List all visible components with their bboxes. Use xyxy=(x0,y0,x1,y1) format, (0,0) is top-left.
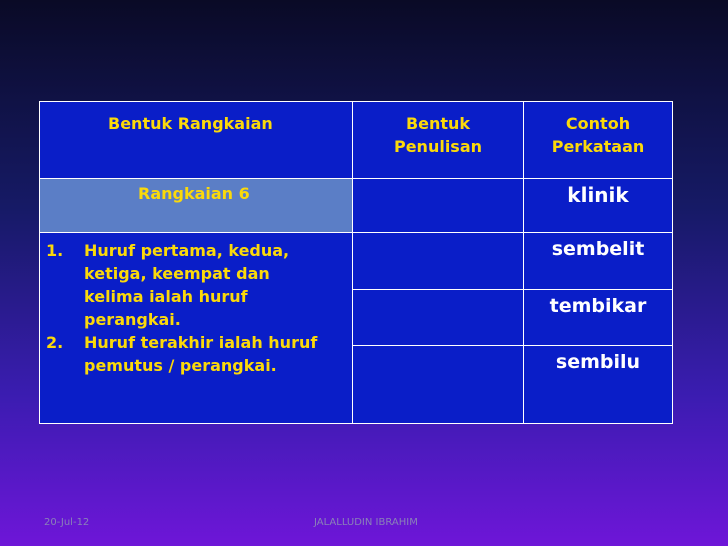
rule-number: 1. xyxy=(46,241,64,260)
header-contoh-perkataan-line2: Perkataan xyxy=(551,137,645,156)
table-subheader-row xyxy=(40,179,673,233)
header-bentuk-rangkaian xyxy=(40,102,353,179)
example-word: tembikar xyxy=(549,295,647,317)
header-contoh-perkataan-line1: Contoh xyxy=(565,114,631,133)
rule-item-2 xyxy=(46,331,352,377)
example-cell xyxy=(524,346,673,424)
rangkaian-penulisan-cell xyxy=(353,179,524,233)
rule-line: Huruf terakhir ialah huruf xyxy=(84,333,318,352)
penulisan-cell xyxy=(353,233,524,290)
penulisan-cell xyxy=(353,346,524,424)
header-contoh-perkataan xyxy=(524,102,673,179)
rangkaian-example-word: klinik xyxy=(567,183,629,207)
footer-author: JALALLUDIN IBRAHIM xyxy=(314,517,418,528)
rules-list xyxy=(46,239,352,377)
example-word: sembilu xyxy=(555,351,641,373)
header-bentuk-penulisan-line1: Bentuk xyxy=(405,114,471,133)
rules-cell xyxy=(40,233,353,424)
rangkaian-table xyxy=(39,101,673,424)
rule-line: Huruf pertama, kedua, xyxy=(84,241,290,260)
rangkaian-label: Rangkaian 6 xyxy=(138,184,250,203)
rule-item-1 xyxy=(46,239,352,331)
rule-line: ketiga, keempat dan xyxy=(84,264,270,283)
example-word: sembelit xyxy=(551,238,645,260)
rule-line: pemutus / perangkai. xyxy=(84,356,277,375)
header-bentuk-rangkaian-label: Bentuk Rangkaian xyxy=(108,114,273,133)
penulisan-cell xyxy=(353,290,524,346)
footer-date: 20-Jul-12 xyxy=(44,517,90,528)
rule-line: kelima ialah huruf xyxy=(84,287,248,306)
rule-number: 2. xyxy=(46,333,64,352)
rangkaian-label-cell xyxy=(40,179,353,233)
table-header-row xyxy=(40,102,673,179)
example-cell xyxy=(524,233,673,290)
rule-line: perangkai. xyxy=(84,310,181,329)
example-cell xyxy=(524,290,673,346)
header-bentuk-penulisan-line2: Penulisan xyxy=(393,137,483,156)
rangkaian-example-cell xyxy=(524,179,673,233)
header-bentuk-penulisan xyxy=(353,102,524,179)
table-row xyxy=(40,233,673,290)
